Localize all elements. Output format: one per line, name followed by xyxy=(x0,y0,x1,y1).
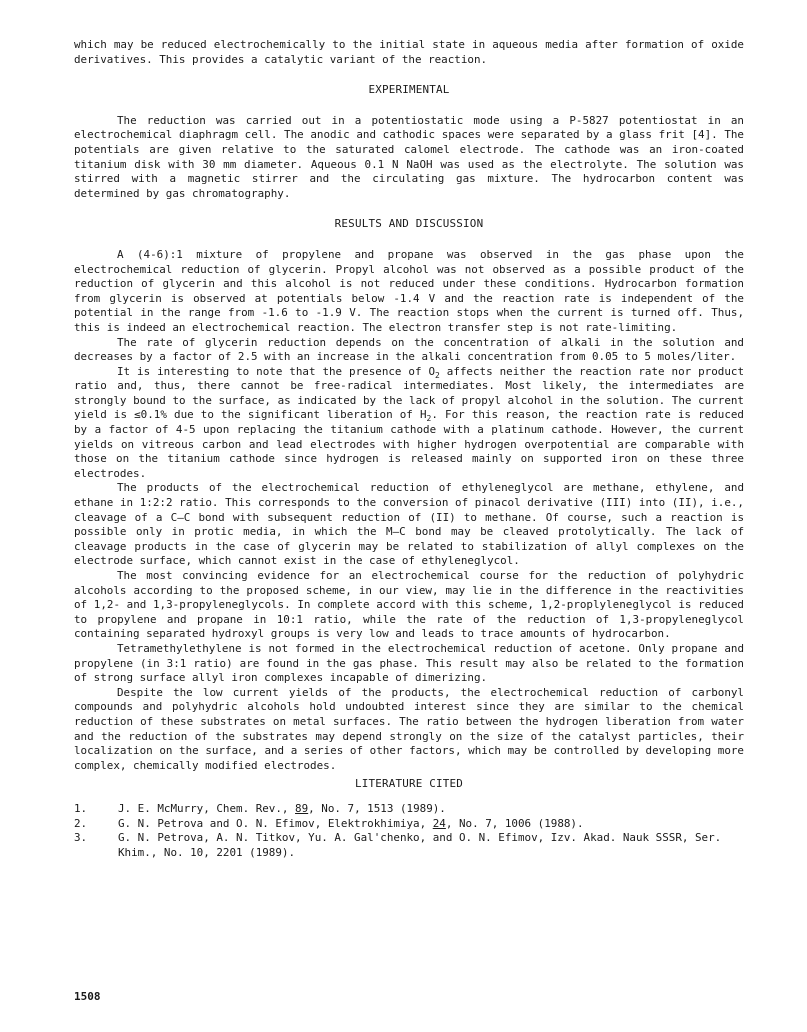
reference-number: 3. xyxy=(74,831,88,845)
experimental-paragraph: The reduction was carried out in a potentiostatic mode using a P-5827 potentiostat in an electrochemical diaphragm cell. The anodic and cathodic spaces were separated by a glass frit [4]. The potentials are given relative to the saturated calomel electrode. The cathode was an iron-coated titanium disk with 30 mm diameter. Aqueous 0.1 N NaOH was used as the electrolyte. The solution was stirred with a magnetic stirrer and the circulating gas mixture. The hydrocarbon content was determined by gas chromatography. xyxy=(74,113,744,200)
p3-subscript-h2: 2 xyxy=(426,414,432,424)
reference-authors: G. N. Petrova and O. N. Efimov, Elektrokhimiya, xyxy=(118,816,433,830)
reference-item xyxy=(74,831,744,860)
results-paragraph-4: The products of the electrochemical reduction of ethyleneglycol are methane, ethylene, and ethane in 1:2:2 ratio. This corresponds to the conversion of pinacol derivative (III) into (II), i.e., cleavage of a C—C bond with subsequent reduction of (II) to methane. Of course, such a reaction is possible only in protic media, in which the M—C bond may be cleaved protolytically. The lack of cleavage products in the case of glycerin may be related to stabilization of allyl complexes on the electrode surface, which cannot exist in the case of ethyleneglycol. xyxy=(74,481,744,568)
results-heading: RESULTS AND DISCUSSION xyxy=(334,217,484,231)
reference-text xyxy=(118,831,744,860)
literature-heading: LITERATURE CITED xyxy=(354,777,464,791)
p3-text-c: . For this reason, the reaction rate is reduced by a factor of 4-5 upon replacing the titanium cathode with a platinum cathode. However, the current yields on vitreous carbon and lead electrodes with higher hydrogen overpotential are comparable with those on the titanium cathode since hydrogen is released mainly on supported iron on these three electrodes. xyxy=(74,408,744,480)
reference-details: , No. 7, 1006 (1988). xyxy=(445,816,584,830)
reference-authors: J. E. McMurry, Chem. Rev., xyxy=(118,801,296,815)
reference-item xyxy=(74,817,744,832)
reference-details: , No. 7, 1513 (1989). xyxy=(308,801,446,815)
results-paragraph-5: The most convincing evidence for an electrochemical course for the reduction of polyhydric alcohols according to the proposed scheme, in our view, may lie in the difference in the reactivities of 1,2- and 1,3-propyleneglycols. In complete accord with this scheme, 1,2-proplyleneglycol is reduced to propylene and propane in 10:1 ratio, while the rate of the reduction of 1,3-propyleneglycol containing separated hydroxyl groups is very low and leads to trace amounts of hydrocarbon. xyxy=(74,569,744,641)
reference-text xyxy=(118,802,744,817)
results-paragraph-6: Tetramethylethylene is not formed in the electrochemical reduction of acetone. Only propane and propylene (in 3:1 ratio) are found in the gas phase. This result may also be related to the formation of strong surface allyl iron complexes incapable of dimerizing. xyxy=(74,641,744,685)
intro-paragraph: which may be reduced electrochemically to the initial state in aqueous media after formation of oxide derivatives. This provides a catalytic variant of the reaction. xyxy=(74,38,744,66)
p3-subscript-o2: 2 xyxy=(435,370,440,380)
page-body xyxy=(74,38,744,860)
reference-item xyxy=(74,802,744,817)
reference-authors: G. N. Petrova, A. N. Titkov, Yu. A. Gal'chenko, and O. N. Efimov, Izv. Akad. Nauk SSSR, Ser. Khim., No. 10, 2201 (1989). xyxy=(118,831,722,859)
results-paragraph-7: Despite the low current yields of the products, the electrochemical reduction of carbonyl compounds and polyhydric alcohols hold undoubted interest since they are similar to the chemical reduction of these substrates on metal surfaces. The ratio between the hydrogen liberation from water and the reduction of the substrates may depend strongly on the size of the catalyst particles, their localization on the surface, and a series of other factors, which may be controlled by developing more complex, chemically modified electrodes. xyxy=(74,685,744,772)
reference-number: 1. xyxy=(74,801,88,815)
p3-text-a: It is interesting to note that the presence of O xyxy=(117,364,436,378)
experimental-heading: EXPERIMENTAL xyxy=(368,83,450,97)
reference-text xyxy=(118,817,744,832)
results-paragraph-1: A (4-6):1 mixture of propylene and propane was observed in the gas phase upon the electrochemical reduction of glycerin. Propyl alcohol was not observed as a possible product of the reduction of glycerin and this alcohol is not reduced under these conditions. Hydrocarbon formation from glycerin is observed at potentials below -1.4 V and the reaction rate is independent of the potential in the range from -1.6 to -1.9 V. The reaction stops when the current is turned off. Thus, this is indeed an electrochemical reaction. The electron transfer step is not rate-limiting. xyxy=(74,247,744,334)
reference-volume: 89 xyxy=(295,801,309,815)
reference-number: 2. xyxy=(74,816,88,830)
results-paragraph-2: The rate of glycerin reduction depends on the concentration of alkali in the solution and decreases by a factor of 2.5 with an increase in the alkali concentration from 0.05 to 5 moles/liter. xyxy=(74,335,744,364)
p3-text-b: affects neither the reaction rate nor product ratio and, thus, there cannot be free-radical intermediates. Most likely, the intermediates are strongly bound to the surface, as indicated by the lack of propyl alcohol in the solution. The current yield is ≤0.1% due to the significant liberation of H xyxy=(74,364,745,422)
results-paragraph-3 xyxy=(74,365,744,482)
reference-list xyxy=(74,802,744,860)
page-number: 1508 xyxy=(74,990,101,1003)
reference-volume: 24 xyxy=(432,816,446,830)
